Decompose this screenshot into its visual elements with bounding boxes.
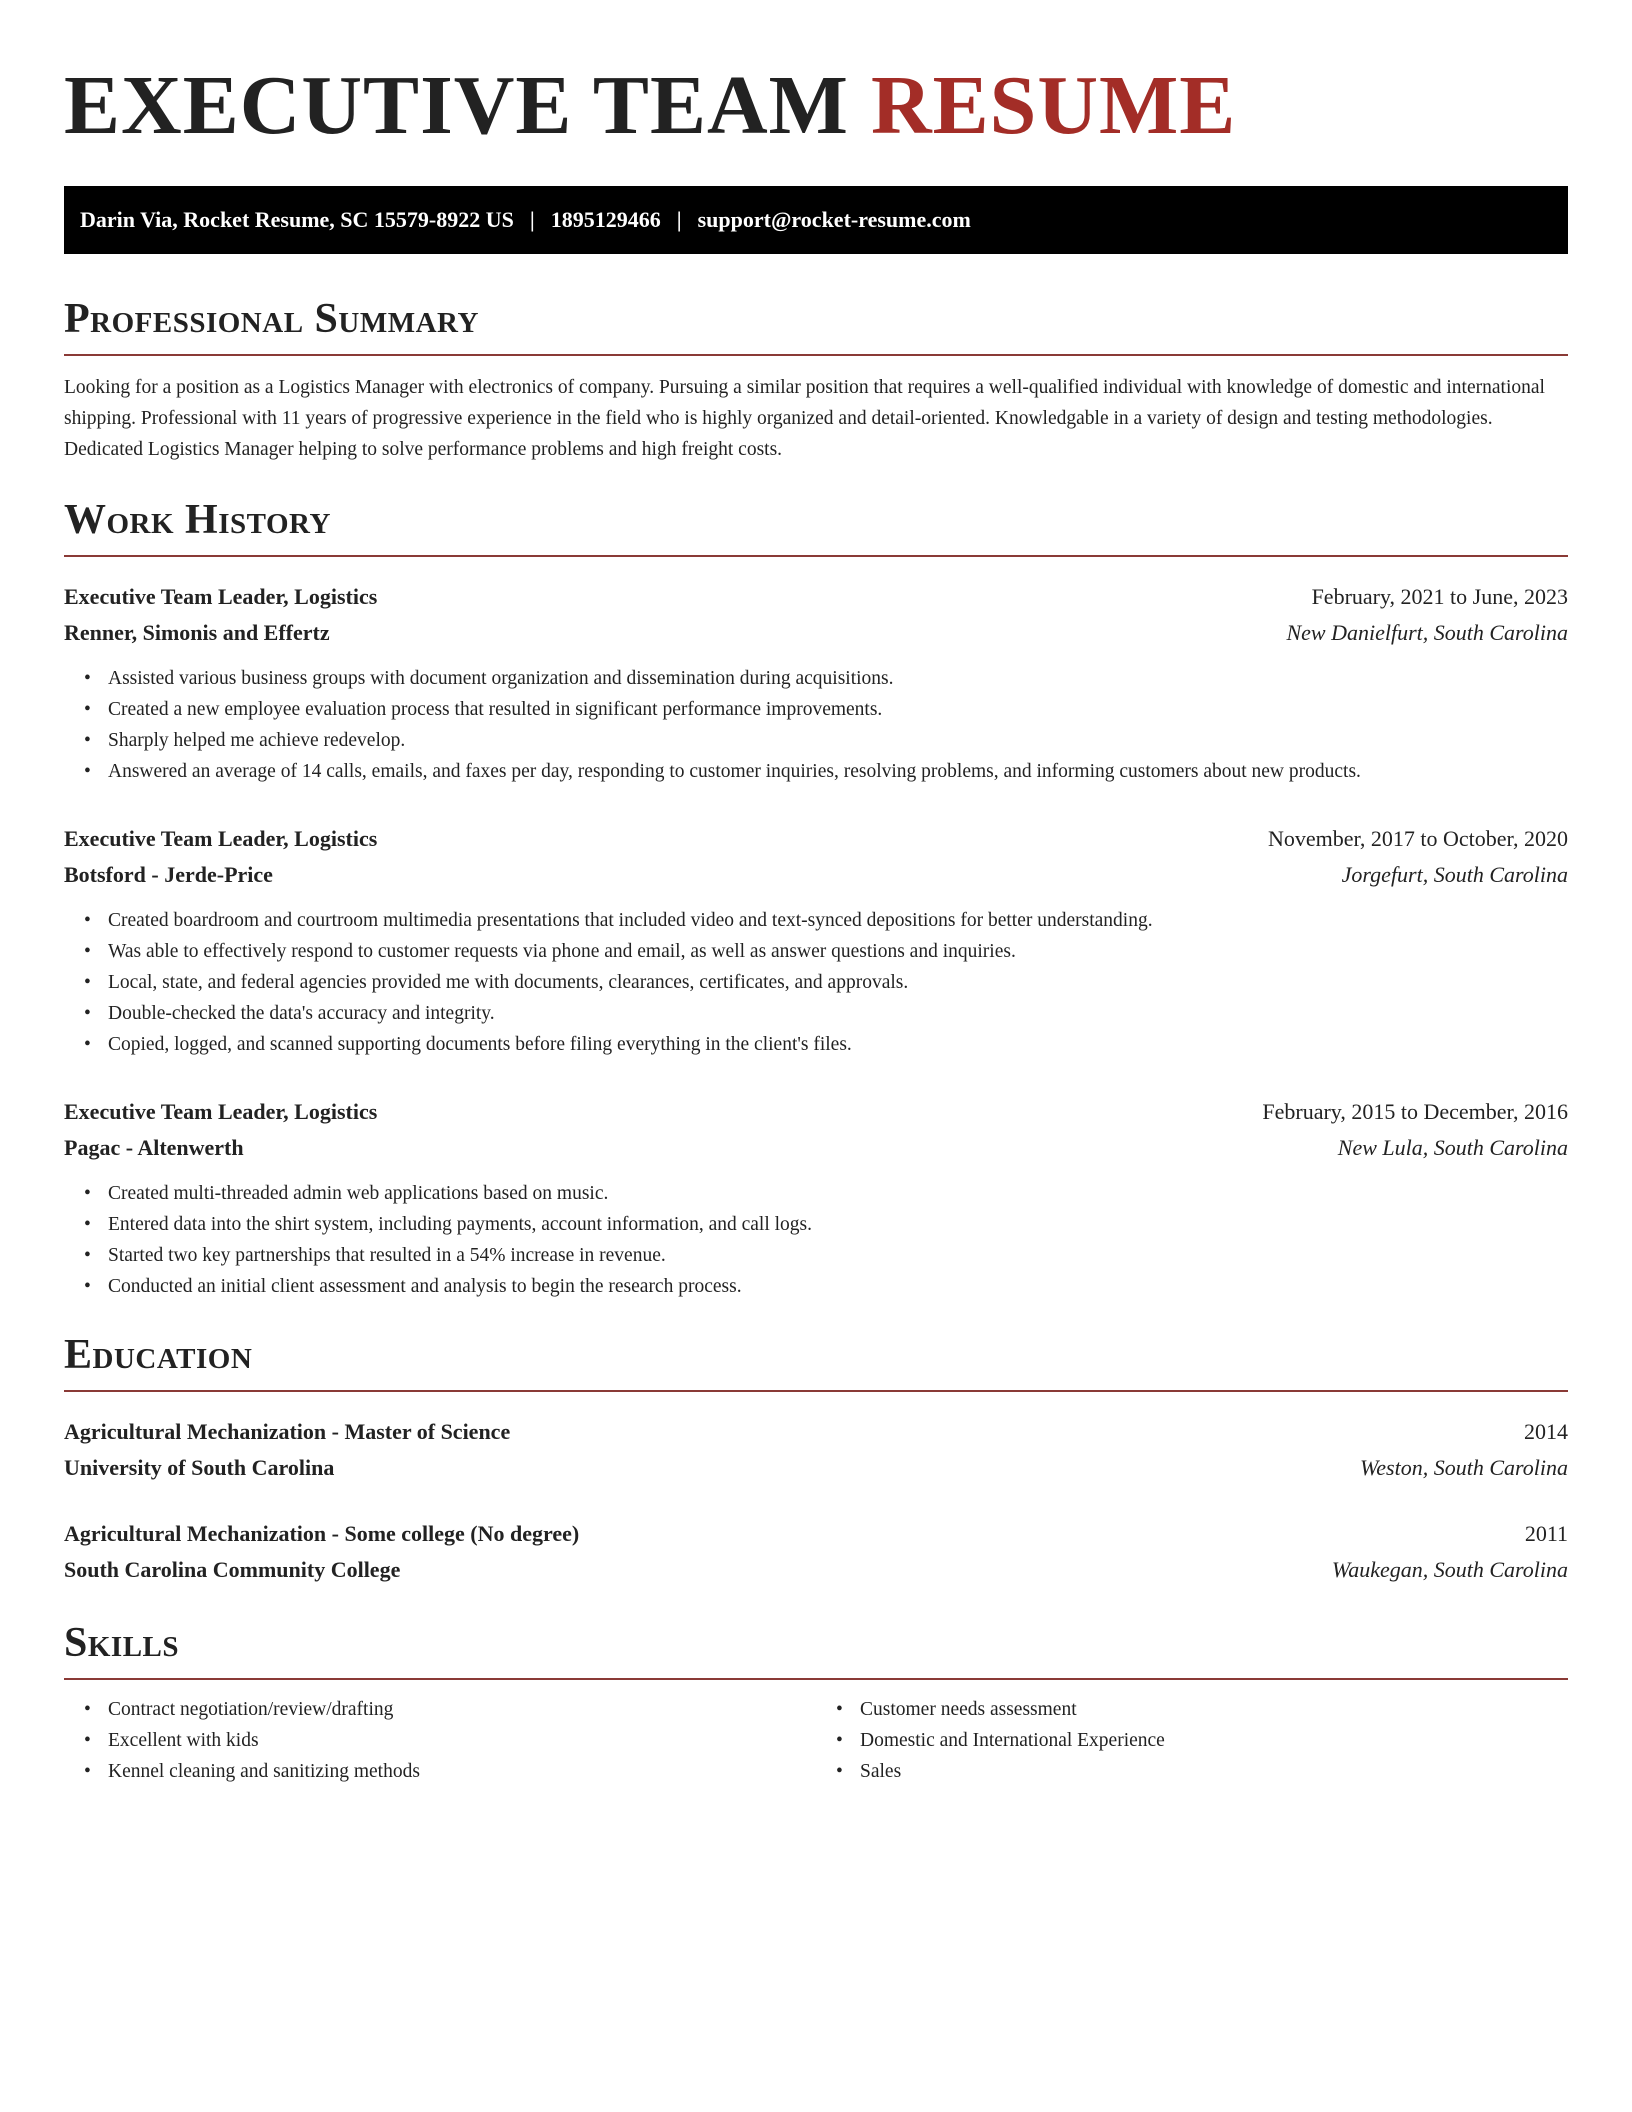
job-entry bbox=[64, 821, 1568, 1060]
section-heading: Skills bbox=[64, 1622, 1568, 1680]
section-heading: Work History bbox=[64, 499, 1568, 557]
list-item: • Answered an average of 14 calls, emails, and faxes per day, responding to customer inquiries, resolving problems, and informing customers about new products. bbox=[108, 756, 1568, 787]
education-location: Waukegan, South Carolina bbox=[1331, 1557, 1568, 1582]
job-title: Executive Team Leader, Logistics bbox=[64, 584, 378, 609]
list-item: • Excellent with kids bbox=[108, 1725, 816, 1756]
contact-address: Darin Via, Rocket Resume, SC 15579-8922 US bbox=[80, 207, 514, 232]
list-item: • Created a new employee evaluation process that resulted in significant performance improvements. bbox=[108, 694, 1568, 725]
contact-separator: | bbox=[676, 207, 682, 232]
education-entry bbox=[64, 1414, 1568, 1486]
title-accent: RESUME bbox=[870, 59, 1237, 152]
list-item: • Started two key partnerships that resulted in a 54% increase in revenue. bbox=[108, 1240, 1568, 1271]
job-bullets bbox=[64, 663, 1568, 787]
education-year: 2014 bbox=[1524, 1419, 1568, 1444]
section-heading: Education bbox=[64, 1334, 1568, 1392]
summary-text: Looking for a position as a Logistics Manager with electronics of company. Pursuing a similar position that requires a well-qualified individual with knowledge of domestic and international shipping. Professional with 11 years of progressive experience in the field who is highly organized and detail-oriented. Knowledgable in a variety of design and testing methodologies. Dedicated Logistics Manager helping to solve performance problems and high freight costs. bbox=[64, 377, 1545, 460]
education-school: University of South Carolina bbox=[64, 1455, 335, 1480]
education-location: Weston, South Carolina bbox=[1359, 1455, 1568, 1480]
list-item: • Conducted an initial client assessment and analysis to begin the research process. bbox=[108, 1271, 1568, 1302]
job-dates: February, 2021 to June, 2023 bbox=[1311, 584, 1568, 609]
list-item: • Was able to effectively respond to customer requests via phone and email, as well as answer questions and inquiries. bbox=[108, 936, 1568, 967]
job-location: New Danielfurt, South Carolina bbox=[1286, 620, 1568, 645]
list-item: • Sales bbox=[860, 1756, 1568, 1787]
skills-section bbox=[64, 1622, 1568, 1787]
skills-list-left bbox=[64, 1694, 816, 1787]
list-item: • Local, state, and federal agencies provided me with documents, clearances, certificates, and approvals. bbox=[108, 967, 1568, 998]
job-dates: February, 2015 to December, 2016 bbox=[1262, 1099, 1568, 1124]
work-history-section bbox=[64, 499, 1568, 1302]
job-location: Jorgefurt, South Carolina bbox=[1341, 862, 1568, 887]
list-item: • Copied, logged, and scanned supporting documents before filing everything in the client's files. bbox=[108, 1029, 1568, 1060]
contact-phone: 1895129466 bbox=[550, 207, 661, 232]
contact-separator: | bbox=[529, 207, 535, 232]
job-company: Renner, Simonis and Effertz bbox=[64, 620, 330, 645]
education-degree: Agricultural Mechanization - Some college (No degree) bbox=[64, 1521, 580, 1546]
list-item: • Sharply helped me achieve redevelop. bbox=[108, 725, 1568, 756]
list-item: • Created boardroom and courtroom multimedia presentations that included video and text-synced depositions for better understanding. bbox=[108, 905, 1568, 936]
job-location: New Lula, South Carolina bbox=[1337, 1135, 1568, 1160]
list-item: • Double-checked the data's accuracy and integrity. bbox=[108, 998, 1568, 1029]
title-main: EXECUTIVE TEAM bbox=[64, 59, 849, 152]
summary-section bbox=[64, 298, 1568, 465]
education-entry bbox=[64, 1516, 1568, 1588]
education-degree: Agricultural Mechanization - Master of Science bbox=[64, 1419, 511, 1444]
education-school: South Carolina Community College bbox=[64, 1557, 401, 1582]
list-item: • Entered data into the shirt system, including payments, account information, and call logs. bbox=[108, 1209, 1568, 1240]
skills-list-right bbox=[816, 1694, 1568, 1787]
list-item: • Contract negotiation/review/drafting bbox=[108, 1694, 816, 1725]
section-heading: Professional Summary bbox=[64, 298, 1568, 356]
job-entry bbox=[64, 579, 1568, 787]
list-item: • Customer needs assessment bbox=[860, 1694, 1568, 1725]
list-item: • Created multi-threaded admin web applications based on music. bbox=[108, 1178, 1568, 1209]
job-dates: November, 2017 to October, 2020 bbox=[1267, 826, 1568, 851]
job-company: Pagac - Altenwerth bbox=[64, 1135, 244, 1160]
list-item: • Domestic and International Experience bbox=[860, 1725, 1568, 1756]
contact-bar bbox=[64, 186, 1568, 254]
resume-title bbox=[64, 56, 1568, 152]
job-bullets bbox=[64, 905, 1568, 1060]
job-bullets bbox=[64, 1178, 1568, 1302]
education-section bbox=[64, 1334, 1568, 1588]
education-year: 2011 bbox=[1524, 1521, 1568, 1546]
job-title: Executive Team Leader, Logistics bbox=[64, 826, 378, 851]
job-entry bbox=[64, 1094, 1568, 1302]
skills-columns bbox=[64, 1694, 1568, 1787]
list-item: • Assisted various business groups with document organization and dissemination during acquisitions. bbox=[108, 663, 1568, 694]
job-company: Botsford - Jerde-Price bbox=[64, 862, 273, 887]
job-title: Executive Team Leader, Logistics bbox=[64, 1099, 378, 1124]
contact-email: support@rocket-resume.com bbox=[697, 207, 971, 232]
list-item: • Kennel cleaning and sanitizing methods bbox=[108, 1756, 816, 1787]
